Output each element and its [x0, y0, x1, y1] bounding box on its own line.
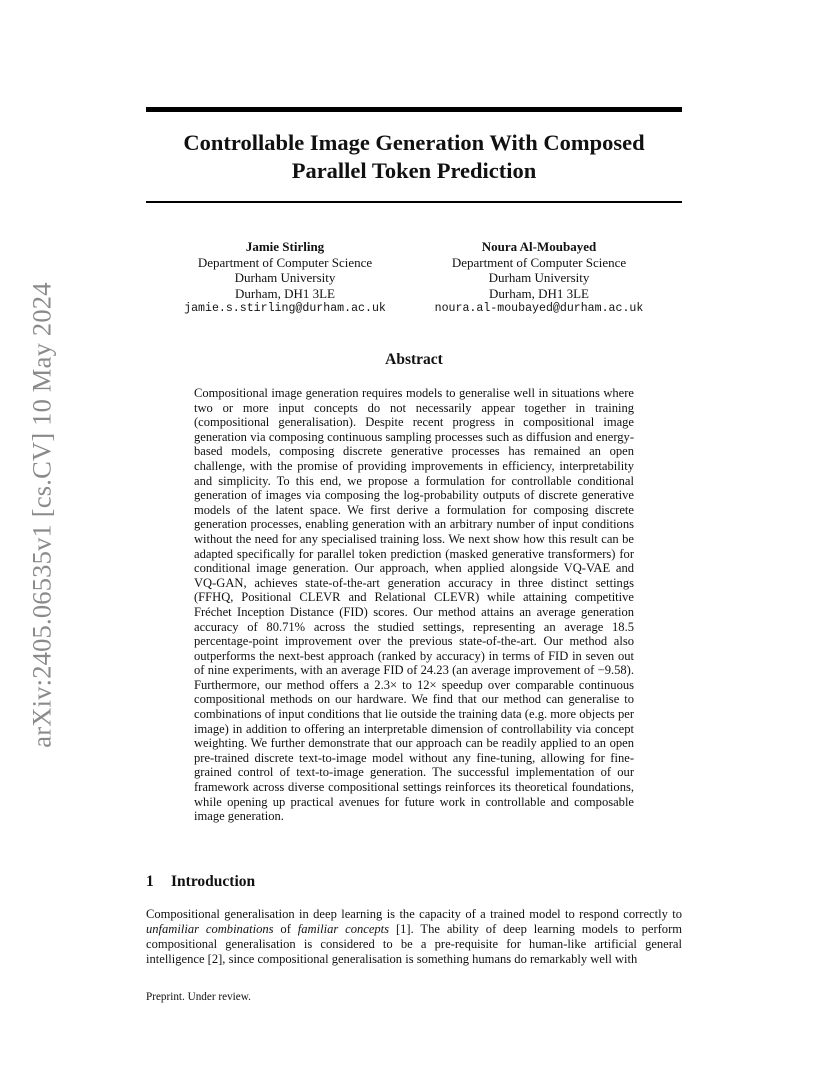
paper-title: Controllable Image Generation With Composed Parallel Token Prediction: [183, 130, 645, 183]
author-address: Durham, DH1 3LE: [488, 285, 589, 301]
introduction-paragraph: [146, 907, 682, 967]
author-institution: Durham University: [488, 270, 590, 285]
intro-text-part: Compositional generalisation in deep learning is the capacity of a trained model to respond correctly to: [146, 907, 682, 921]
section-heading-introduction: [146, 873, 255, 891]
abstract-text: Compositional image generation requires models to generalise well in situations where two or more input concepts do not necessarily appear together in training (compositional generalisation). Despite recent progress in compositional image generation via composing continuous sampling processes such as diffusion and energy-based models, composing discrete generative processes has remained an open challenge, with the promise of providing improvements in efficiency, interpretability and simplicity. To this end, we propose a formulation for controllable conditional generation of images via composing the log-probability outputs of discrete generative models of the latent space. We first derive a formulation for composing discrete generation processes, enabling generation with an arbitrary number of input conditions without the need for any specialised training loss. We next show how this result can be adapted specifically for parallel token prediction (masked generative transformers) for conditional image generation. Our approach, when applied alongside VQ-VAE and VQ-GAN, achieves state-of-the-art generation accuracy in three distinct settings (FFHQ, Positional CLEVR and Relational CLEVR) while attaining competitive Fréchet Inception Distance (FID) scores. Our method attains an average generation accuracy of 80.71% across the studied settings, representing an average 18.5 percentage-point improvement over the previous state-of-the-art. Our method also outperforms the next-best approach (ranked by accuracy) in terms of FID in seven out of nine experiments, with an average FID of 24.23 (an average improvement of −9.58). Furthermore, our method offers a 2.3× to 12× speedup over comparable continuous compositional methods on our hardware. We find that our method can generalise to combinations of input conditions that lie outside the training data (e.g. more objects per image) in addition to offering an interpretable dimension of controllability via concept weighting. We further demonstrate that our approach can be readily applied to an open pre-trained discrete text-to-image model without any fine-tuning, allowing for fine-grained control of text-to-image generation. The successful implementation of our framework across diverse compositional settings reinforces its theoretical foundations, while opening up practical avenues for future work in controllable and composable image generation.: [194, 386, 634, 824]
author-department: Department of Computer Science: [451, 254, 627, 270]
intro-emphasis: familiar concepts: [297, 922, 390, 936]
author-email: jamie.s.stirling@durham.ac.uk: [184, 302, 386, 315]
abstract-heading: Abstract: [385, 351, 443, 368]
author-institution: Durham University: [234, 270, 336, 285]
author-department: Department of Computer Science: [197, 254, 373, 270]
author-email: noura.al-moubayed@durham.ac.uk: [434, 302, 644, 315]
intro-text-part: of: [273, 922, 298, 936]
author-block-1: [160, 239, 410, 317]
author-name: Noura Al-Moubayed: [481, 239, 597, 254]
author-address: Durham, DH1 3LE: [234, 285, 335, 301]
intro-text-part: [1]. The ability of deep learning models to perform compositional generalisation is considered to be a pre-requisite for human-like artificial general intelligence [2], since compositional generalisation is something humans do remarkably well with: [146, 922, 683, 966]
title-top-rule: [146, 107, 682, 112]
section-number: 1: [146, 873, 154, 890]
arxiv-identifier: arXiv:2405.06535v1 [cs.CV] 10 May 2024: [26, 282, 57, 748]
title-bottom-rule: [146, 201, 682, 203]
section-title: Introduction: [171, 873, 256, 890]
intro-emphasis: unfamiliar combinations: [146, 922, 274, 936]
author-name: Jamie Stirling: [245, 239, 325, 254]
preprint-footer: Preprint. Under review.: [146, 991, 251, 1003]
author-block-2: [414, 239, 664, 317]
